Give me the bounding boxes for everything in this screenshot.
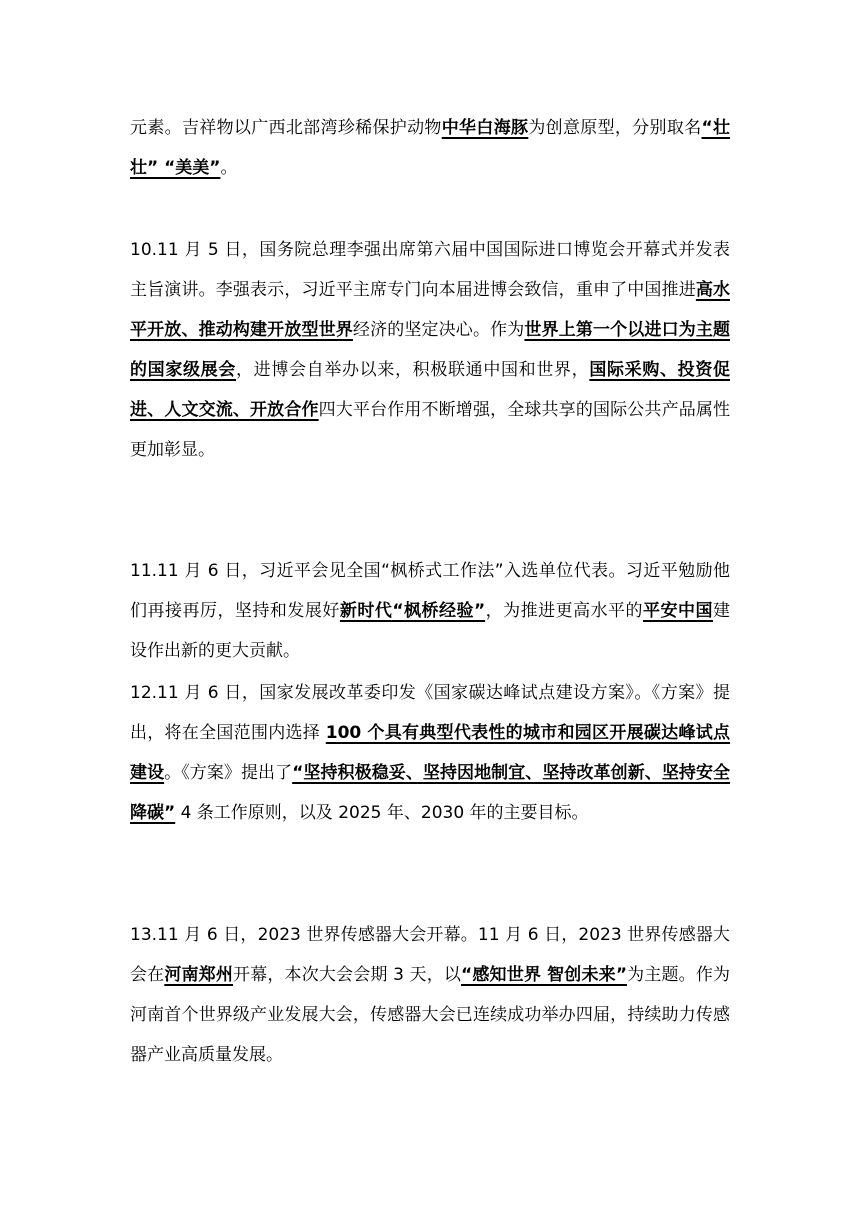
paragraph-item-13 xyxy=(130,915,730,1075)
emphasis-run: 平安中国 xyxy=(643,601,714,621)
emphasis-run: 世界上第一个以进口为主题的国家级展会 xyxy=(130,320,731,380)
text-run: 。 xyxy=(220,158,238,178)
paragraph-item-12 xyxy=(130,673,730,833)
text-run: 四大平台作用不断增强，全球共享的国际公共产品属性更加彰显。 xyxy=(130,400,731,460)
text-run: 建设作出新的更大贡献。 xyxy=(130,601,731,661)
text-run: 10.11 月 5 日，国务院总理李强出席第六届中国国际进口博览会开幕式并发表主旨演讲。李强表示，习近平主席专门向本届进博会致信，重申了中国推进 xyxy=(130,240,730,300)
text-run: 。《方案》提出了 xyxy=(164,763,293,783)
text-run: 为创意原型，分别取名 xyxy=(528,118,702,138)
emphasis-run: “坚持积极稳妥、坚持因地制宜、坚持改革创新、坚持安全降碳” xyxy=(130,763,731,823)
text-run: ，为推进更高水平的 xyxy=(485,601,644,621)
text-run: ，进博会自举办以来，积极联通中国和世界， xyxy=(236,360,590,380)
emphasis-run: 中华白海豚 xyxy=(441,118,529,138)
text-run: 13.11 月 6 日，2023 世界传感器大会开幕。11 月 6 日，2023 世界传感器大会在 xyxy=(130,925,730,985)
emphasis-run: 新时代“枫桥经验” xyxy=(339,601,486,621)
text-run: 为主题。作为河南首个世界级产业发展大会，传感器大会已连续成功举办四届，持续助力传感器产业高质量发展。 xyxy=(130,965,731,1065)
emphasis-run: 高水平开放、推动构建开放型世界 xyxy=(130,280,731,340)
text-run: 4 条工作原则，以及 2025 年、2030 年的主要目标。 xyxy=(175,803,589,823)
emphasis-run: “感知世界 智创未来” xyxy=(461,965,627,985)
emphasis-run: 国际采购、投资促进、人文交流、开放合作 xyxy=(130,360,731,420)
text-run: 12.11 月 6 日，国家发展改革委印发《国家碳达峰试点建设方案》。《方案》提出，将在全国范围内选择 xyxy=(130,683,730,743)
paragraph-item-11 xyxy=(130,551,730,671)
emphasis-run: 河南郑州 xyxy=(164,965,234,985)
text-run: 经济的坚定决心。作为 xyxy=(352,320,525,340)
paragraph-item-10 xyxy=(130,230,730,470)
text-run: 元素。吉祥物以广西北部湾珍稀保护动物 xyxy=(130,118,442,138)
text-run: 11.11 月 6 日，习近平会见全国“枫桥式工作法”入选单位代表。习近平勉励他们再接再厉，坚持和发展好 xyxy=(130,561,730,621)
text-run: 开幕，本次大会会期 3 天，以 xyxy=(233,965,462,985)
emphasis-run: “壮壮” “美美” xyxy=(130,118,731,178)
paragraph-continuation xyxy=(130,108,730,188)
emphasis-run: 100 个具有典型代表性的城市和园区开展碳达峰试点建设 xyxy=(130,723,731,783)
